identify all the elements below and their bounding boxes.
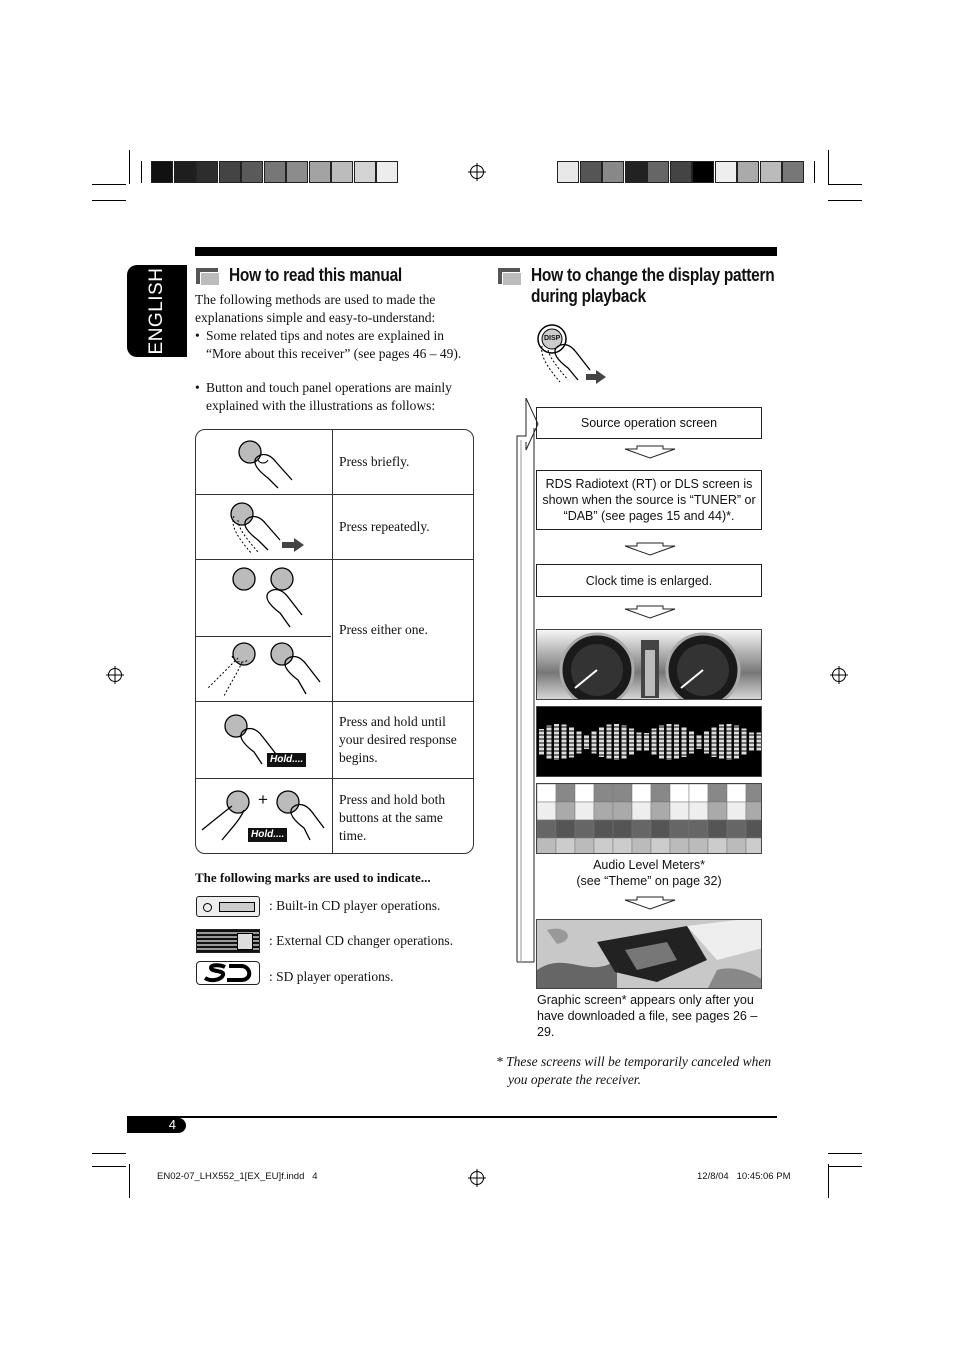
mosaic-tile bbox=[575, 784, 594, 802]
mosaic-tile bbox=[556, 784, 575, 802]
marks-heading: The following marks are used to indicate... bbox=[195, 870, 431, 885]
operation-label-press-hold-both: Press and hold both buttons at the same time. bbox=[339, 792, 446, 843]
down-arrow-icon bbox=[623, 542, 677, 556]
audio-meters-caption: Audio Level Meters* (see “Theme” on page 32) bbox=[576, 858, 722, 888]
registration-mark-icon bbox=[832, 668, 846, 682]
mosaic-tile bbox=[575, 802, 594, 820]
mosaic-tile bbox=[537, 838, 556, 854]
audio-meter-screen-bars bbox=[536, 706, 762, 777]
disp-button-label: DISP bbox=[544, 335, 561, 342]
hold-label-both: Hold.... bbox=[248, 828, 287, 842]
mosaic-tile bbox=[575, 820, 594, 838]
color-swatch bbox=[602, 161, 624, 183]
mosaic-tile bbox=[708, 838, 727, 854]
mosaic-tile bbox=[613, 784, 632, 802]
mosaic-tile bbox=[537, 820, 556, 838]
mosaic-tile bbox=[594, 820, 613, 838]
color-swatch bbox=[331, 161, 353, 183]
mosaic-tile bbox=[670, 802, 689, 820]
mosaic-tile bbox=[746, 784, 762, 802]
bottom-rule bbox=[127, 1116, 777, 1118]
meter-bar bbox=[644, 733, 649, 751]
mosaic-tile bbox=[556, 838, 575, 854]
mosaic-tile bbox=[708, 802, 727, 820]
mosaic-tile bbox=[651, 820, 670, 838]
built-in-cd-icon bbox=[196, 896, 260, 917]
mosaic-tile bbox=[613, 838, 632, 854]
mosaic-tile bbox=[670, 820, 689, 838]
mosaic-tile bbox=[613, 820, 632, 838]
color-swatch bbox=[782, 161, 804, 183]
press-either-illustration-a bbox=[216, 563, 328, 635]
mosaic-tile bbox=[594, 802, 613, 820]
color-swatch bbox=[241, 161, 263, 183]
mosaic-tile bbox=[575, 838, 594, 854]
flow-step-source-screen: Source operation screen bbox=[536, 407, 762, 439]
meter-bar bbox=[719, 725, 724, 760]
meter-bar bbox=[622, 726, 627, 759]
color-swatch bbox=[737, 161, 759, 183]
color-swatch bbox=[376, 161, 398, 183]
mosaic-tile bbox=[632, 820, 651, 838]
color-swatch bbox=[196, 161, 218, 183]
color-swatch bbox=[151, 161, 173, 183]
color-swatch bbox=[625, 161, 647, 183]
mosaic-tile bbox=[556, 802, 575, 820]
down-arrow-icon bbox=[623, 896, 677, 910]
disp-button-illustration bbox=[530, 320, 614, 388]
meter-bar bbox=[659, 726, 664, 759]
mark-label-cd-changer: : External CD changer operations. bbox=[269, 933, 454, 948]
mosaic-tile bbox=[689, 820, 708, 838]
cd-changer-icon bbox=[196, 929, 260, 953]
color-swatch bbox=[557, 161, 579, 183]
intro-text: The following methods are used to made the explanations simple and easy-to-understand: bbox=[195, 292, 436, 325]
left-section-title: How to read this manual bbox=[229, 265, 402, 285]
bullet-item-2: • Button and touch panel operations are mainly explained with the illustrations as follows: bbox=[195, 380, 452, 413]
footnote: * These screens will be temporarily canceled when you operate the receiver. bbox=[496, 1054, 772, 1087]
audio-meter-screen-gauges bbox=[536, 629, 762, 700]
mosaic-tile bbox=[632, 784, 651, 802]
press-repeatedly-illustration bbox=[216, 498, 328, 558]
section-marker-icon bbox=[498, 268, 520, 284]
down-arrow-icon bbox=[623, 605, 677, 619]
sd-icon bbox=[196, 961, 260, 985]
top-rule bbox=[195, 247, 777, 256]
page-number: 4 bbox=[168, 1117, 176, 1132]
mosaic-tile bbox=[727, 838, 746, 854]
mark-label-built-in-cd: : Built-in CD player operations. bbox=[269, 898, 441, 913]
right-section-title-line1: How to change the display pattern bbox=[531, 265, 775, 285]
footer-timestamp: 12/8/04 10:45:06 PM bbox=[697, 1171, 791, 1182]
mosaic-tile bbox=[689, 802, 708, 820]
right-section-title-line2: during playback bbox=[531, 286, 646, 306]
registration-mark-icon bbox=[470, 1171, 484, 1185]
mosaic-tile bbox=[727, 784, 746, 802]
graphic-screen bbox=[536, 919, 762, 989]
mosaic-tile bbox=[594, 838, 613, 854]
mosaic-tile bbox=[556, 820, 575, 838]
mosaic-tile bbox=[708, 784, 727, 802]
mosaic-tile bbox=[632, 802, 651, 820]
mosaic-tile bbox=[727, 802, 746, 820]
mosaic-tile bbox=[670, 784, 689, 802]
color-swatch bbox=[286, 161, 308, 183]
section-marker-icon bbox=[196, 268, 218, 284]
mosaic-tile bbox=[651, 784, 670, 802]
mosaic-tile bbox=[746, 838, 762, 854]
operation-label-press-briefly: Press briefly. bbox=[339, 454, 410, 469]
hold-label: Hold.... bbox=[267, 753, 306, 767]
mosaic-tile bbox=[689, 784, 708, 802]
color-swatch bbox=[219, 161, 241, 183]
mosaic-tile bbox=[746, 802, 762, 820]
color-swatch bbox=[309, 161, 331, 183]
flow-step-clock-screen: Clock time is enlarged. bbox=[536, 564, 762, 597]
color-swatch bbox=[715, 161, 737, 183]
mosaic-tile bbox=[689, 838, 708, 854]
color-swatch bbox=[174, 161, 196, 183]
bullet-item-1: • Some related tips and notes are explained in “More about this receiver” (see pages 46 – 49). bbox=[195, 328, 462, 361]
color-swatch bbox=[264, 161, 286, 183]
registration-mark-icon bbox=[108, 668, 122, 682]
meter-bar bbox=[592, 731, 597, 754]
mosaic-tile bbox=[632, 838, 651, 854]
graphic-screen-caption: Graphic screen* appears only after you have downloaded a file, see pages 26 – 29. bbox=[537, 993, 758, 1039]
color-swatch bbox=[647, 161, 669, 183]
mosaic-tile bbox=[727, 820, 746, 838]
mosaic-tile bbox=[670, 838, 689, 854]
down-arrow-icon bbox=[623, 445, 677, 459]
color-swatch bbox=[670, 161, 692, 183]
color-swatch bbox=[692, 161, 714, 183]
audio-meter-screen-mosaic bbox=[536, 783, 762, 854]
meter-bar bbox=[607, 725, 612, 760]
flow-step-rds-screen: RDS Radiotext (RT) or DLS screen is shown when the source is “TUNER” or “DAB” (see pages 15 and 44)*. bbox=[536, 470, 762, 530]
mosaic-tile bbox=[537, 802, 556, 820]
mosaic-tile bbox=[594, 784, 613, 802]
meter-bar bbox=[689, 731, 694, 754]
color-swatch bbox=[354, 161, 376, 183]
color-swatch bbox=[760, 161, 782, 183]
press-briefly-illustration bbox=[216, 434, 316, 492]
side-tab-label: ENGLISH bbox=[146, 267, 167, 355]
color-swatch bbox=[580, 161, 602, 183]
mosaic-tile bbox=[746, 820, 762, 838]
mark-label-sd: : SD player operations. bbox=[269, 969, 394, 984]
mosaic-tile bbox=[651, 838, 670, 854]
footer-filename: EN02-07_LHX552_1[EX_EU]f.indd 4 bbox=[157, 1171, 318, 1182]
mosaic-tile bbox=[537, 784, 556, 802]
mosaic-tile bbox=[613, 802, 632, 820]
meter-bar bbox=[577, 731, 582, 754]
meter-bar bbox=[734, 726, 739, 759]
page-number-tab bbox=[127, 1118, 186, 1133]
meter-bar bbox=[674, 725, 679, 760]
meter-bar bbox=[562, 725, 567, 760]
side-tab bbox=[127, 265, 187, 357]
operation-label-press-either: Press either one. bbox=[339, 622, 428, 637]
meter-bar bbox=[704, 731, 709, 754]
operation-label-press-repeatedly: Press repeatedly. bbox=[339, 519, 430, 534]
plus-sign: + bbox=[258, 790, 268, 809]
press-either-illustration-b bbox=[202, 640, 330, 700]
mosaic-tile bbox=[708, 820, 727, 838]
mosaic-tile bbox=[651, 802, 670, 820]
meter-bar bbox=[547, 726, 552, 759]
operations-table bbox=[195, 429, 474, 854]
operation-label-press-hold: Press and hold until your desired response begins. bbox=[339, 714, 457, 765]
registration-mark-icon bbox=[470, 165, 484, 179]
